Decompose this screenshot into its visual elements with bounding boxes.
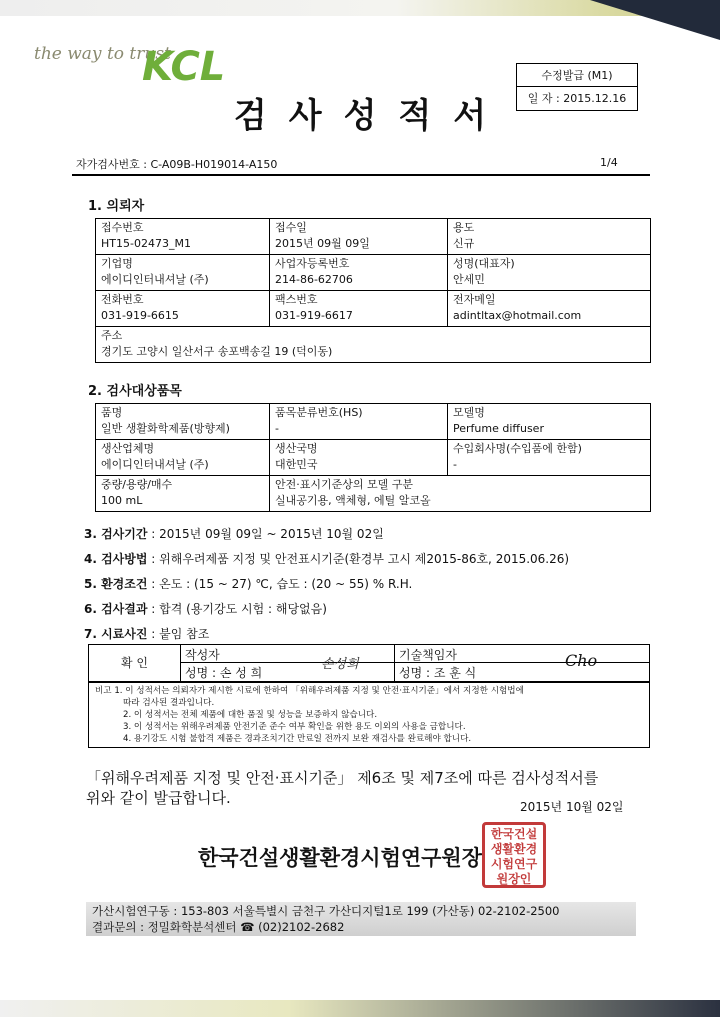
table-cell: 안전·표시기준상의 모델 구분 실내공기용, 액체형, 에틸 알코올 xyxy=(270,476,651,512)
table-cell: 품명 일반 생활화학제품(방향제) xyxy=(96,404,270,440)
inspection-result: 6. 검사결과 : 합격 (용기강도 시험 : 해당없음) xyxy=(84,602,327,616)
revision-label: 수정발급 (M1) xyxy=(517,64,637,87)
inspection-period: 3. 검사기간 : 2015년 09월 09일 ~ 2015년 10월 02일 xyxy=(84,527,384,541)
writer-name: 성명 : 손 성 희 xyxy=(185,666,263,680)
document-number: 자가검사번호 : C-A09B-H019014-A150 xyxy=(76,158,278,171)
environment-conditions: 5. 환경조건 : 온도 : (15 ~ 27) ℃, 습도 : (20 ~ 55) % R.H. xyxy=(84,577,413,591)
writer-signature: 손성희 xyxy=(321,657,359,672)
table-cell: 용도 신규 xyxy=(448,219,651,255)
institute-name: 한국건설생활환경시험연구원장 xyxy=(198,846,483,870)
footer-address: 가산시험연구동 : 153-803 서울특별시 금천구 가산디지털1로 199 (가산동) 02-2102-2500 xyxy=(92,904,560,918)
header-divider xyxy=(72,174,650,176)
table-cell: 생산업체명 에이디인터내셔날 (주) xyxy=(96,440,270,476)
issue-date: 2015년 10월 02일 xyxy=(520,800,624,814)
table-row xyxy=(96,440,651,476)
remark-line: 비고 1. 이 성적서는 의뢰자가 제시한 시료에 한하여 「위해우려제품 지정 및 안전·표시기준」에서 지정한 시험법에 xyxy=(95,686,524,696)
remark-line: 2. 이 성적서는 전체 제품에 대한 품질 및 성능을 보증하지 않습니다. xyxy=(123,710,378,720)
confirmation-box xyxy=(88,644,650,682)
table-cell: 성명(대표자) 안세민 xyxy=(448,255,651,291)
footer-inquiry: 결과문의 : 정밀화학분석센터 ☎ (02)2102-2682 xyxy=(92,920,345,934)
table-cell: 전자메일 adintltax@hotmail.com xyxy=(448,291,651,327)
kcl-logo xyxy=(140,42,226,90)
product-table xyxy=(95,403,651,512)
table-cell: 전화번호 031-919-6615 xyxy=(96,291,270,327)
remark-line: 3. 이 성적서는 위해우려제품 안전기준 준수 여부 확인을 위한 용도 이외의 사용을 금합니다. xyxy=(123,722,466,732)
bottom-decorative-band xyxy=(0,1000,720,1017)
section-requester-heading: 1. 의뢰자 xyxy=(88,199,145,214)
table-row xyxy=(96,255,651,291)
remark-line: 따라 검사된 결과입니다. xyxy=(123,698,215,708)
table-cell: 모델명 Perfume diffuser xyxy=(448,404,651,440)
table-row xyxy=(96,219,651,255)
tech-manager-name: 성명 : 조 훈 식 xyxy=(399,666,477,680)
page-number: 1/4 xyxy=(600,156,618,169)
table-cell: 접수번호 HT15-02473_M1 xyxy=(96,219,270,255)
tech-manager-block xyxy=(395,645,649,681)
revision-date: 일 자 : 2015.12.16 xyxy=(527,92,627,105)
logo-text: KCL xyxy=(142,44,226,90)
address-cell: 주소 경기도 고양시 일산서구 송포백송길 19 (덕이동) xyxy=(96,327,651,363)
table-row xyxy=(96,476,651,512)
table-cell: 생산국명 대한민국 xyxy=(270,440,448,476)
table-row xyxy=(96,327,651,363)
document-title: 검사성적서 xyxy=(233,96,509,136)
table-cell: 사업자등록번호 214-86-62706 xyxy=(270,255,448,291)
table-cell: 기업명 에이디인터내셔날 (주) xyxy=(96,255,270,291)
table-cell: 팩스번호 031-919-6617 xyxy=(270,291,448,327)
issuance-statement: 「위해우려제품 지정 및 안전·표시기준」 제6조 및 제7조에 따른 검사성적서를 위와 같이 발급합니다. xyxy=(86,769,599,807)
remarks-box xyxy=(88,682,650,748)
tech-manager-title: 기술책임자 xyxy=(395,645,649,663)
table-cell: 수입회사명(수입품에 한함) - xyxy=(448,440,651,476)
requester-table xyxy=(95,218,651,363)
confirm-label: 확 인 xyxy=(89,645,181,681)
section-product-heading: 2. 검사대상품목 xyxy=(88,384,182,399)
tagline: the way to trust xyxy=(34,44,171,64)
official-seal-stamp: 한국건설 생활환경 시험연구 원장인 xyxy=(482,822,546,888)
inspection-method: 4. 검사방법 : 위해우려제품 지정 및 안전표시기준(환경부 고시 제2015-86호, 2015.06.26) xyxy=(84,552,570,566)
table-row xyxy=(96,291,651,327)
tech-manager-signature: Cho xyxy=(565,651,598,670)
contact-footer xyxy=(86,902,636,936)
sample-photo: 7. 시료사진 : 붙임 참조 xyxy=(84,627,210,641)
table-cell: 접수일 2015년 09월 09일 xyxy=(270,219,448,255)
remark-line: 4. 용기강도 시험 불합격 제품은 경과조치기간 만료일 전까지 보완 재검사를 완료해야 합니다. xyxy=(123,734,472,744)
writer-title: 작성자 xyxy=(181,645,394,663)
top-corner-accent xyxy=(590,0,720,40)
table-cell: 중량/용량/매수 100 mL xyxy=(96,476,270,512)
table-row xyxy=(96,404,651,440)
writer-block xyxy=(181,645,395,681)
table-cell: 품목분류번호(HS) - xyxy=(270,404,448,440)
